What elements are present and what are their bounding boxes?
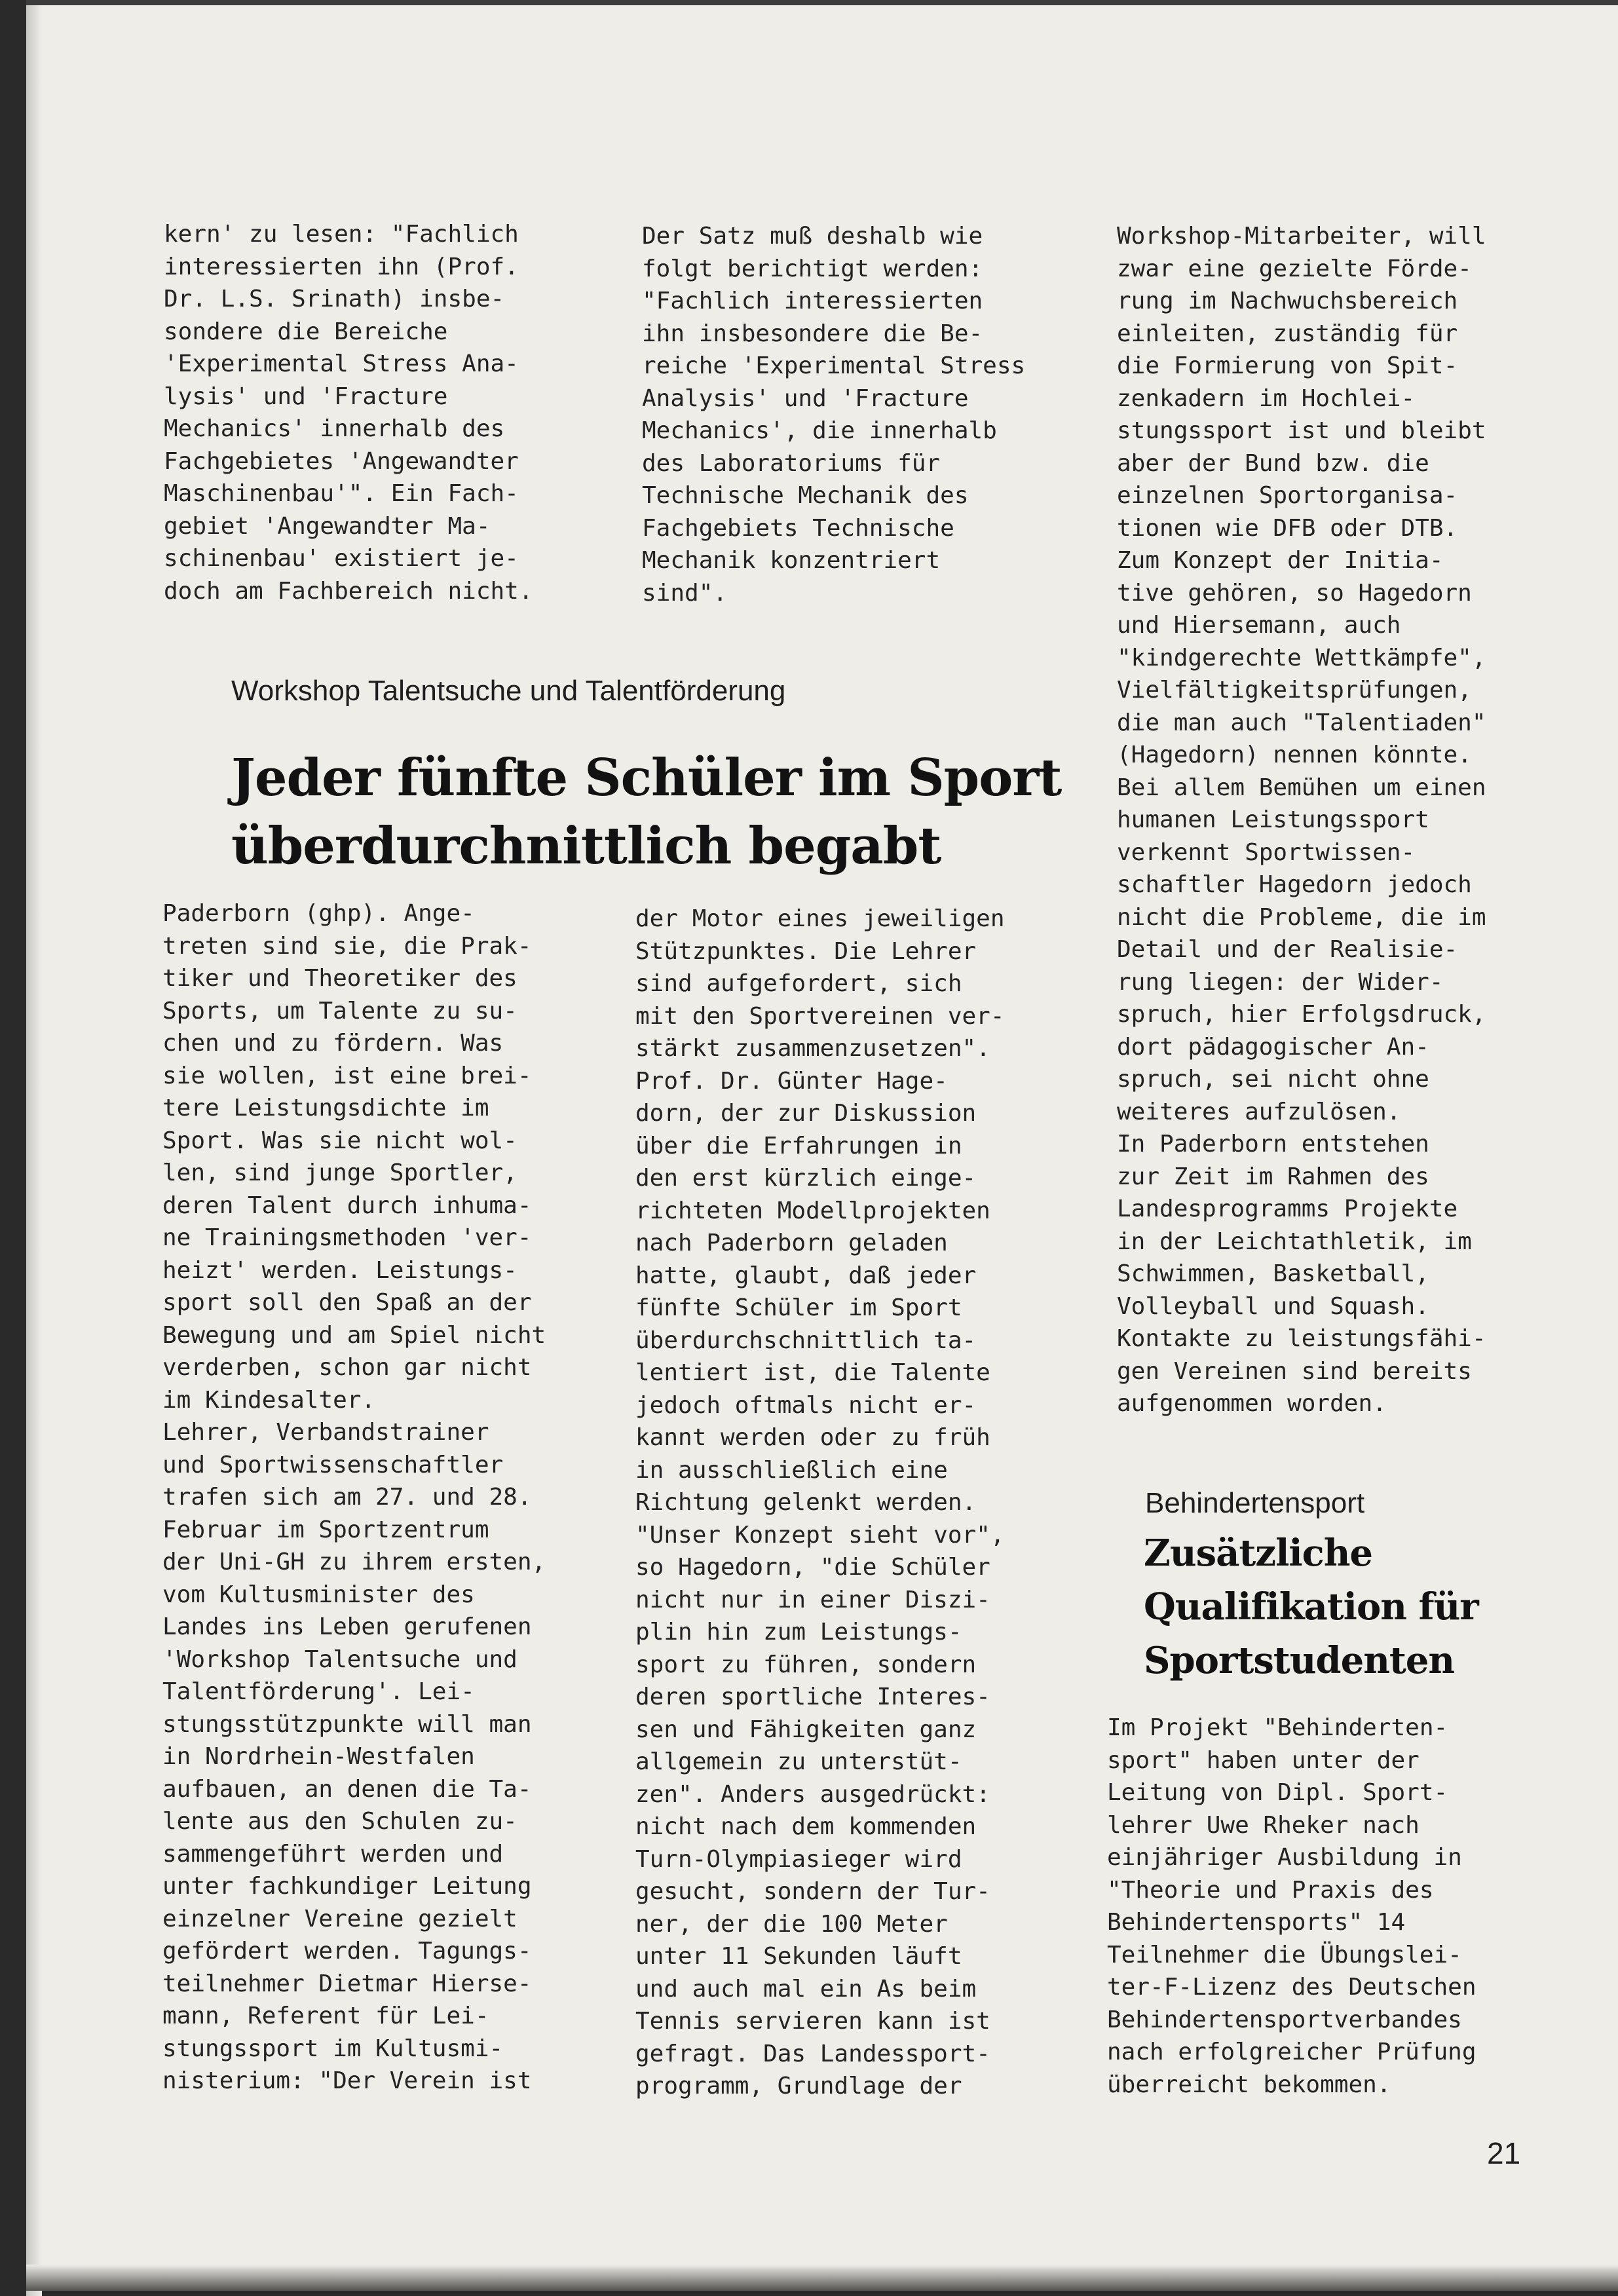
- page-bottom-edge: [26, 2265, 1618, 2291]
- page-number: 21: [1487, 2136, 1521, 2170]
- prev-article-column-1: kern' zu lesen: "Fachlich interessierten ihn (Prof. Dr. L.S. Srinath) insbe- sondere die Bereiche 'Experimental Stress Ana- lysis' und 'Fracture Mechanics' innerhalb des Fachgebietes 'Angewandter Maschinenbau'". Ein Fach- gebiet 'Angewandter Ma- schinenbau' existiert je- doch am Fachbereich nicht.: [164, 221, 533, 605]
- side-article-body: Im Projekt "Behinderten- sport" haben unter der Leitung von Dipl. Sport- lehrer Uwe Rheker nach einjähriger Ausbildung in "Theorie und Praxis des Behindertensports" 14 Teilnehmer die Übungslei- ter-F-Lizenz des Deutschen Behindertensportverbandes nach erfolgreicher Prüfung überreicht bekommen.: [1107, 1714, 1477, 2098]
- side-article-headline: Zusätzliche Qualifikation für Sportstudenten: [1144, 1532, 1478, 1682]
- main-article-kicker: Workshop Talentsuche und Talentförderung: [231, 675, 786, 707]
- main-article-column-1: Paderborn (ghp). Ange- treten sind sie, die Prak- tiker und Theoretiker des Sports, um Talente zu su- chen und zu fördern. Was sie wollen, ist eine brei- tere Leistungsdichte im Sport. Was sie nicht wol- len, sind junge Sportler, deren Talent durch inhuma- ne Trainingsmethoden 'ver- heizt' werden. Leistungs- sport soll den Spaß an der Bewegung und am Spiel nicht verderben, schon gar nicht im Kindesalter. Lehrer, Verbandstrainer und Sportwissenschaftler trafen sich am 27. und 28. Februar im Sportzentrum der Uni-GH zu ihrem ersten, vom Kultusminister des Landes ins Leben gerufenen 'Workshop Talentsuche und Talentförderung'. Lei- stungsstützpunkte will man in Nordrhein-Westfalen aufbauen, an denen die Ta- lente aus den Schulen zu- sammengeführt werden und unter fachkundiger Leitung einzelner Vereine gezielt gefördert werden. Tagungs- teilnehmer Dietmar Hierse- mann, Referent für Lei- stungssport im Kultusmi- nisterium: "Der Verein ist: [162, 900, 546, 2094]
- main-article-column-2: der Motor eines jeweiligen Stützpunktes. Die Lehrer sind aufgefordert, sich mit den Sportvereinen ver- stärkt zusammenzusetzen". Prof. Dr. Günter Hage- dorn, der zur Diskussion über die Erfahrungen in den erst kürzlich einge- richteten Modellprojekten nach Paderborn geladen hatte, glaubt, daß jeder fünfte Schüler im Sport überdurchschnittlich ta- lentiert ist, die Talente jedoch oftmals nicht er- kannt werden oder zu früh in ausschließlich eine Richtung gelenkt werden. "Unser Konzept sieht vor", so Hagedorn, "die Schüler nicht nur in einer Diszi- plin hin zum Leistungs- sport zu führen, sondern deren sportliche Interes- sen und Fähigkeiten ganz allgemein zu unterstüt- zen". Anders ausgedrückt: nicht nach dem kommenden Turn-Olympiasieger wird gesucht, sondern der Tur- ner, der die 100 Meter unter 11 Sekunden läuft und auch mal ein As beim Tennis servieren kann ist gefragt. Das Landessport- programm, Grundlage der: [635, 905, 1005, 2099]
- main-article-headline: Jeder fünfte Schüler im Sport überdurchnittlich begabt: [231, 748, 1062, 876]
- side-article-kicker: Behindertensport: [1145, 1487, 1365, 1519]
- prev-article-column-2: Der Satz muß deshalb wie folgt berichtigt werden: "Fachlich interessierten ihn insbesondere die Be- reiche 'Experimental Stress Analysis' und 'Fracture Mechanics', die innerhalb des Laboratoriums für Technische Mechanik des Fachgebiets Technische Mechanik konzentriert sind".: [642, 223, 1026, 607]
- magazine-page: [26, 0, 1618, 2291]
- prev-article-column-3: Workshop-Mitarbeiter, will zwar eine gezielte Förde- rung im Nachwuchsbereich einleiten, zuständig für die Formierung von Spit- zenkadern im Hochlei- stungssport ist und bleibt aber der Bund bzw. die einzelnen Sportorganisa- tionen wie DFB oder DTB. Zum Konzept der Initia- tive gehören, so Hagedorn und Hiersemann, auch "kindgerechte Wettkämpfe", Vielfältigkeitsprüfungen, die man auch "Talentiaden" (Hagedorn) nennen könnte. Bei allem Bemühen um einen humanen Leistungssport verkennt Sportwissen- schaftler Hagedorn jedoch nicht die Probleme, die im Detail und der Realisie- rung liegen: der Wider- spruch, hier Erfolgsdruck, dort pädagogischer An- spruch, sei nicht ohne weiteres aufzulösen. In Paderborn entstehen zur Zeit im Rahmen des Landesprogramms Projekte in der Leichtathletik, im Schwimmen, Basketball, Volleyball und Squash. Kontakte zu leistungsfähi- gen Vereinen sind bereits aufgenommen worden.: [1117, 223, 1486, 1417]
- page-fold-shadow: [26, 5, 42, 2296]
